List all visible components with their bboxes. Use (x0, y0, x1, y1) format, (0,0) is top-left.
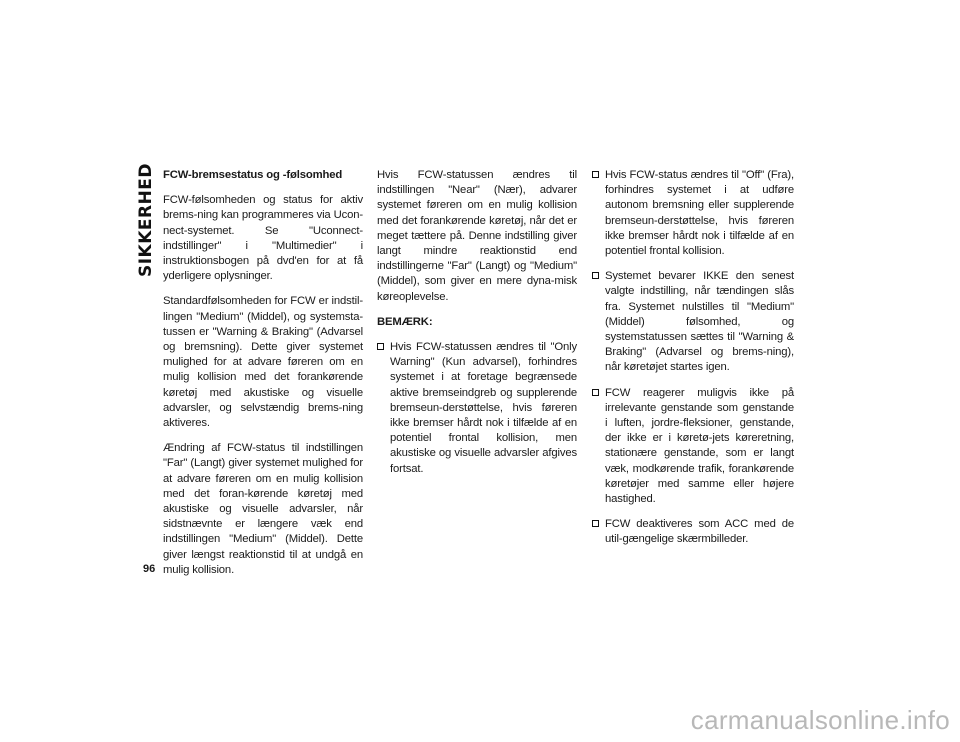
bullet-text: Hvis FCW-status ændres til "Off" (Fra), forhindres systemet i at udføre autonom bremsning eller supplerende bremseun-derstøttelse, hvis føreren ikke bremser hårdt nok i tilfælde af en potentiel frontal kollision. (605, 169, 794, 258)
section-tab (135, 162, 157, 278)
bullet-item (592, 386, 794, 508)
paragraph: Ændring af FCW-status til indstillingen "Far" (Langt) giver systemet mulighed for at advare føreren om en mulig kollision med det foran-kørende køretøj med akustiske og visuelle advarsler, når sidstnævnte er længere væk end indstillingen "Medium" (Middel). Dette giver længst reaktionstid til at undgå en mulig kollision. (163, 442, 363, 576)
column-1 (163, 168, 363, 588)
page-number: 96 (143, 563, 156, 575)
checkbox-bullet-icon (592, 171, 599, 178)
paragraph: Standardfølsomheden for FCW er indstil-lingen "Medium" (Middel), og systemsta-tussen er "Warning & Braking" (Advarsel og bremsning). Dette giver systemet mulighed for at advare føreren om en mulig kollision med det forankørende køretøj med akustiske og visuelle advarsler, og selvstændig brems-ning aktiveres. (163, 295, 363, 430)
section-heading: FCW-bremsestatus og -følsomhed (163, 169, 343, 181)
checkbox-bullet-icon (592, 272, 599, 279)
paragraph: Hvis FCW-statussen ændres til indstillingen "Near" (Nær), advarer systemet føreren om en mulig kollision med det forankørende køretøj, når det er meget tættere på. Denne indstilling giver langt mindre reaktionstid end indstillingerne "Far" (Langt) og "Medium" (Middel), som giver en mere dyna-misk køreoplevelse. (377, 169, 577, 303)
column-3 (592, 168, 794, 558)
bullet-text: FCW deaktiveres som ACC med de util-gængelige skærmbilleder. (605, 518, 794, 546)
checkbox-bullet-icon (377, 343, 384, 350)
bullet-item (592, 269, 794, 375)
bullet-item (377, 340, 577, 477)
checkbox-bullet-icon (592, 520, 599, 527)
watermark: carmanualsonline.info (690, 705, 950, 735)
note-label: BEMÆRK: (377, 315, 433, 328)
bullet-text: Systemet bevarer IKKE den senest valgte indstilling, når tændingen slås fra. Systemet nulstilles til "Medium" (Middel) følsomhed, og systemstatussen sættes til "Warning & Braking" (Advarsel og brems-ning), når køretøjet startes igen. (605, 270, 794, 374)
paragraph: FCW-følsomheden og status for aktiv brems-ning kan programmeres via Ucon-nect-systemet. Se "Uconnect-indstillinger" i "Multimedier" i instruktionsbogen på dvd'en for at få yderligere oplysninger. (163, 194, 363, 283)
section-tab-label: SIKKERHED (136, 162, 157, 278)
bullet-text: FCW reagerer muligvis ikke på irrelevante genstande som genstande i luften, jordre-fleksioner, genstande, der ikke er i køretø-jets køreretning, stationære genstande, som er langt væk, modkørende trafik, forankørende køretøjer med samme eller højere hastighed. (605, 386, 794, 506)
checkbox-bullet-icon (592, 389, 599, 396)
bullet-item (592, 168, 794, 259)
bullet-item (592, 517, 794, 547)
bullet-text: Hvis FCW-statussen ændres til "Only Warning" (Kun advarsel), forhindres systemet i at foretage begrænsede aktive bremseindgreb og supplerende bremseun-derstøttelse, hvis føreren ikke bremser hårdt nok i tilfælde af en potentiel frontal kollision, men akustiske og visuelle advarsler afgives fortsat. (390, 341, 577, 475)
column-2 (377, 168, 577, 487)
